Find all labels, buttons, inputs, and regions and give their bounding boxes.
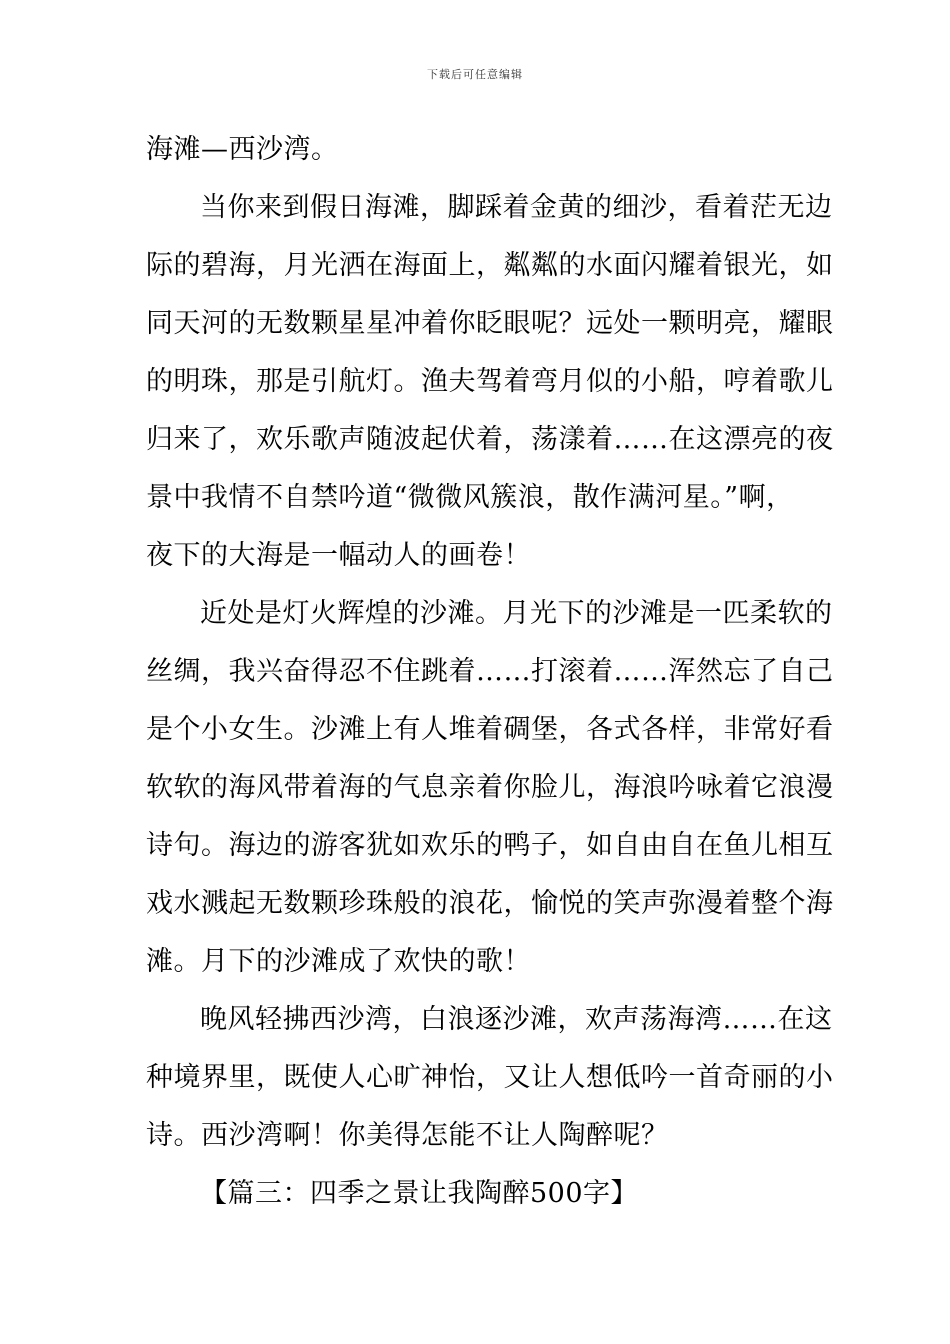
section-heading: 【篇三：四季之景让我陶醉500字】 xyxy=(200,1178,639,1209)
paragraph-start-line: 晚风轻拂西沙湾，白浪逐沙滩，欢声荡海湾……在这 xyxy=(200,1004,833,1035)
text-line: 的明珠，那是引航灯。渔夫驾着弯月似的小船，哼着歌儿 xyxy=(146,366,834,397)
text-line: 是个小女生。沙滩上有人堆着碉堡，各式各样，非常好看 xyxy=(146,714,834,745)
text-line: 诗。西沙湾啊！你美得怎能不让人陶醉呢？ xyxy=(146,1120,669,1151)
paragraph-start-line: 当你来到假日海滩，脚踩着金黄的细沙，看着茫无边 xyxy=(200,192,833,223)
text-line: 海滩—西沙湾。 xyxy=(146,134,339,165)
text-line: 软软的海风带着海的气息亲着你脸儿，海浪吟咏着它浪漫 xyxy=(146,772,834,803)
text-line: 丝绸，我兴奋得忍不住跳着……打滚着……浑然忘了自己 xyxy=(146,656,834,687)
text-line: 归来了，欢乐歌声随波起伏着，荡漾着……在这漂亮的夜 xyxy=(146,424,834,455)
text-line: 际的碧海，月光洒在海面上，粼粼的水面闪耀着银光，如 xyxy=(146,250,834,281)
text-line: 夜下的大海是一幅动人的画卷！ xyxy=(146,540,531,571)
text-line: 戏水溅起无数颗珍珠般的浪花，愉悦的笑声弥漫着整个海 xyxy=(146,888,834,919)
text-line: 诗句。海边的游客犹如欢乐的鸭子，如自由自在鱼儿相互 xyxy=(146,830,834,861)
page-header: 下载后可任意编辑 xyxy=(427,68,523,81)
paragraph-start-line: 近处是灯火辉煌的沙滩。月光下的沙滩是一匹柔软的 xyxy=(200,598,833,629)
text-line: 同天河的无数颗星星冲着你眨眼呢？远处一颗明亮，耀眼 xyxy=(146,308,834,339)
text-line: 种境界里，既使人心旷神怡，又让人想低吟一首奇丽的小 xyxy=(146,1062,834,1093)
text-line: 景中我情不自禁吟道“微微风簇浪，散作满河星。”啊， xyxy=(146,482,794,513)
text-line: 滩。月下的沙滩成了欢快的歌！ xyxy=(146,946,531,977)
